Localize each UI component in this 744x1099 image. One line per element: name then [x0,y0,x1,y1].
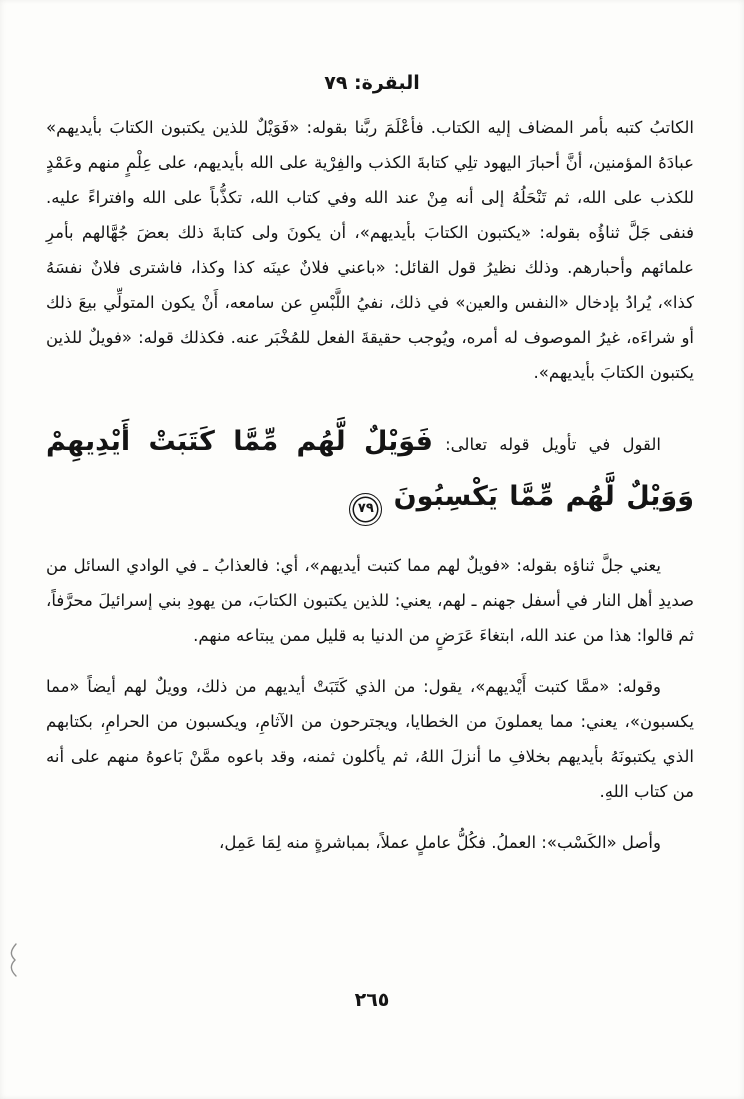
surah-header: البقرة: ٧٩ [324,72,420,94]
ayah-number-ornament [349,493,382,526]
quran-verse-text: فَوَيْلٌ لَّهُم مِّمَّا كَتَبَتْ أَيْدِيهِمْ وَوَيْلٌ لَّهُم مِّمَّا يَكْسِبُونَ [46,426,694,512]
tafsir-paragraph: وقوله: «ممَّا كتبت أَيْديهم»، يقول: من الذي كَتَبَتْ أيديهم من ذلك، وويلٌ لهم أيضاً «مما يكسبون»، يعني: مما يعملونَ من الخطايا، ويجترحون من الآثامِ، ويكسبون من الحرامِ، بكتابهم الذي يكتبونَهُ بأيديهم بخلافِ ما أنزلَ اللهُ، ثم يأكلون ثمنه، وقد باعوه ممَّنْ بَاعوهُ منهم على أنه من كتاب اللهِ. [46,677,694,801]
page-body [0,94,744,860]
ayah-number: ٧٩ [357,501,374,516]
tafsir-paragraph: وأصل «الكَسْب»: العملُ. فكُلُّ عاملٍ عملاً، بمباشرةٍ منه لِمَا عَمِل، [219,833,661,852]
tafsir-paragraph: يعني جلَّ ثناؤه بقوله: «فويلٌ لهم مما كتبت أيديهم»، أي: فالعذابُ ـ في الوادي السائل من صديدِ أهل النار في أسفل جهنم ـ لهم، يعني: للذين يكتبون الكتابَ، من يهودِ بني إسرائيلَ محرَّفاً، ثم قالوا: هذا من عند الله، ابتغاءَ عَرَضٍ من الدنيا به قليل ممن يبتاعه منهم. [46,556,694,645]
page-number: ٢٦٥ [354,989,390,1011]
tafsir-intro-label: القول في تأويل قوله تعالى: [432,435,661,454]
verse-block [46,416,694,526]
tafsir-paragraph: الكاتبُ كتبه بأمر المضاف إليه الكتاب. فأعْلَمَ ربَّنا بقوله: «فَوَيْلٌ للذين يكتبون الكتابَ بأيديهم» عبادَهُ المؤمنين، أنَّ أحبارَ اليهود تلِي كتابةَ الكذب والفِرْية على الله بأيديهم، على عِلْمٍ منهم وعَمْدٍ للكذب على الله، ثم تَنْحَلُهُ إلى أنه مِنْ عند الله وفي كتاب الله، تكذُّباً على الله وافتراءً عليه. فنفى جَلَّ ثناؤُه بقوله: «يكتبون الكتابَ بأيديهم»، أن يكونَ ولى كتابةَ ذلك بعضَ جُهَّالهم بأمرِ علمائهم وأحبارهم. وذلك نظيرُ قول القائل: «باعني فلانٌ عينَه كذا وكذا، فاشترى فلانٌ نفسَهُ كذا»، يُرادُ بإدخال «النفس والعين» في ذلك، نفيُ اللَّبْسِ عن سامعه، أَنْ يكون المتولِّي بيعَ ذلك أو شراءَه، غيرُ الموصوف له أمره، ويُوجب حقيقةَ الفعل للمُخْبَر عنه. فكذلك قوله: «فويلٌ للذين يكتبون الكتابَ بأيديهم». [46,118,694,382]
scan-artifact-mark [6,943,20,977]
